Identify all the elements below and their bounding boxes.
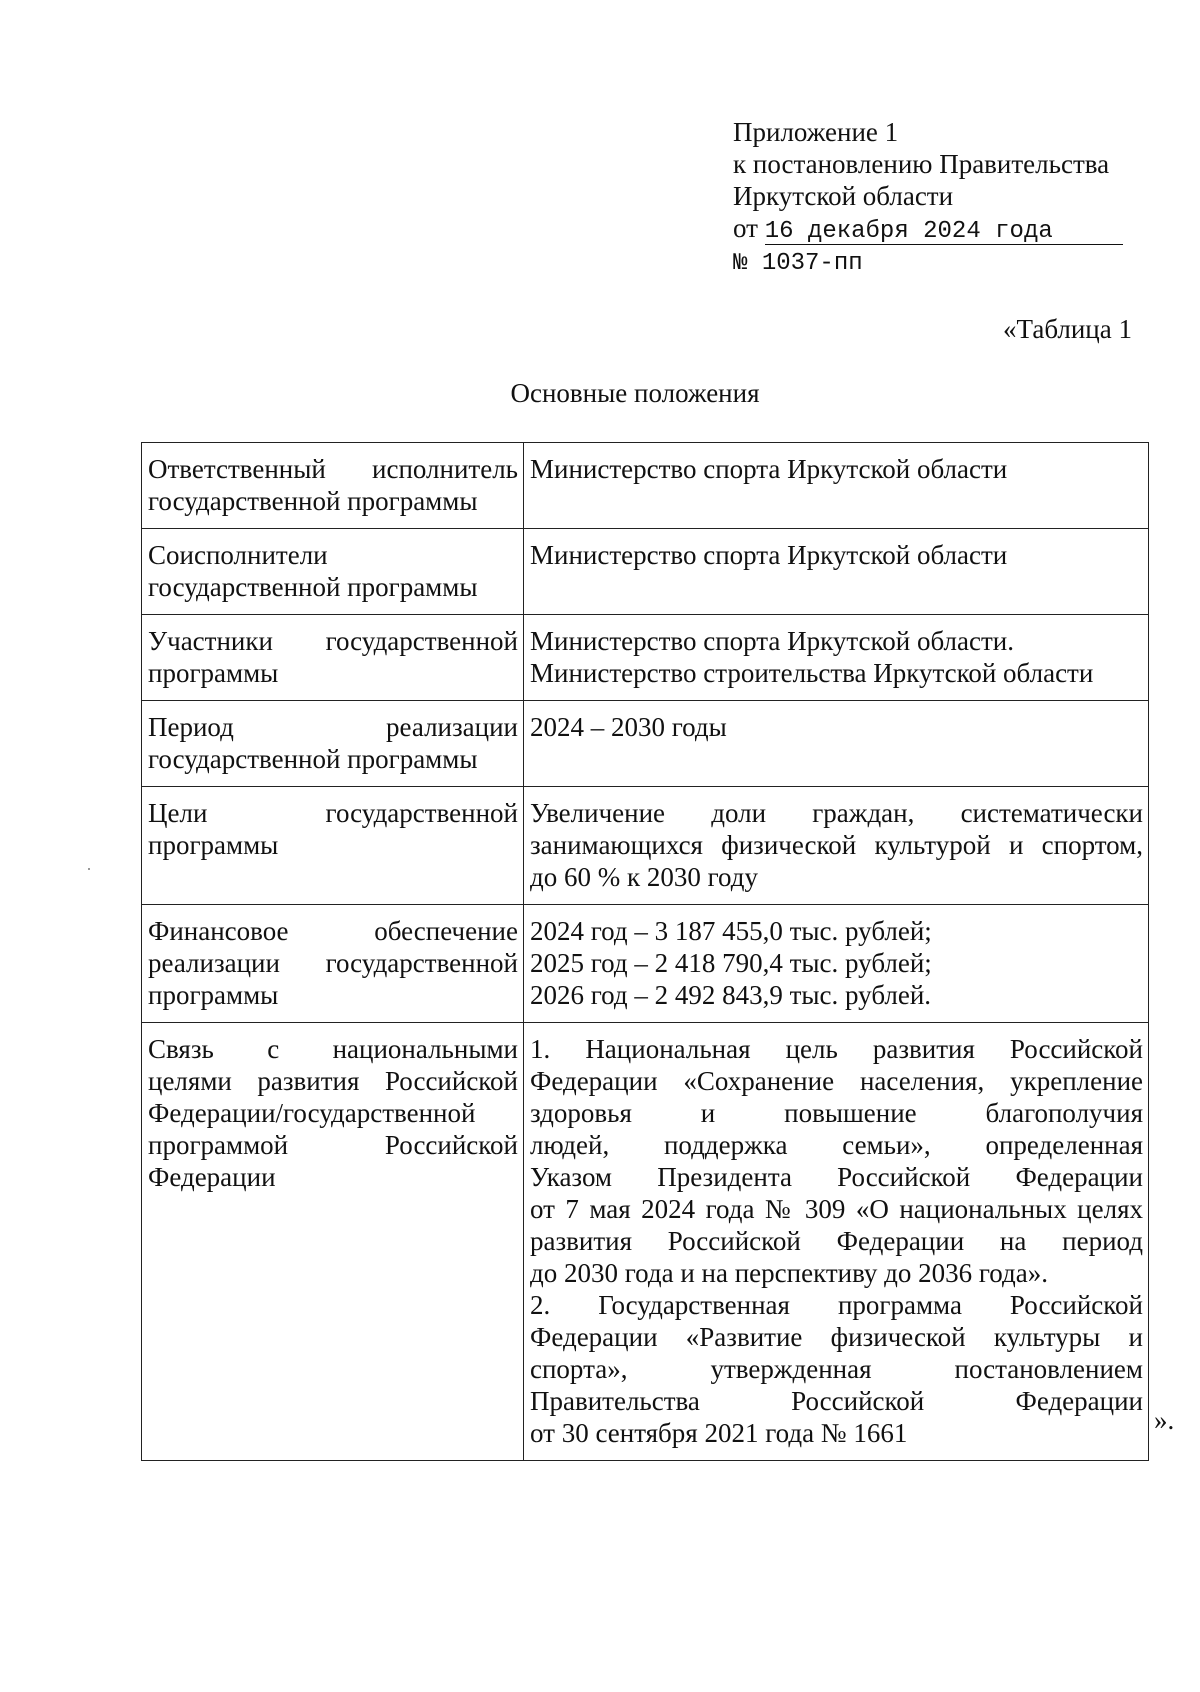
row-label-line: целями развития Российской [148,1066,518,1096]
row-value-line: Увеличение доли граждан, систематически [530,798,1143,828]
document-title: Основные положения [510,378,760,408]
row-value-line: 2024 год – 3 187 455,0 тыс. рублей; [530,916,932,946]
row-value-line: Министерство спорта Иркутской области [530,540,1008,570]
row-value-cell [524,1023,1149,1461]
number-prefix: № [733,250,748,277]
date-prefix: от [733,213,758,243]
appendix-region: Иркутской области [733,181,954,211]
row-label-line: программой Российской [148,1130,518,1160]
appendix-reference: к постановлению Правительства [733,149,1110,179]
row-label-line: Участники государственной [148,626,518,656]
row-value-line: от 30 сентября 2021 года № 1661 [530,1418,908,1448]
date-underline [765,244,1123,245]
row-label-cell [142,787,524,905]
row-value-line: 2025 год – 2 418 790,4 тыс. рублей; [530,948,932,978]
number-value: 1037-пп [761,250,863,277]
row-value-line: занимающихся физической культурой и спортом, [530,830,1143,860]
row-label-line: программы [148,658,279,688]
row-label-line: программы [148,980,279,1010]
row-label-line: Федерации [148,1162,276,1192]
row-value-cell [524,615,1149,701]
row-value-line: Министерство строительства Иркутской области [530,658,1094,688]
row-label-line: Ответственный исполнитель [148,454,518,484]
row-label-line: Соисполнители [148,540,328,570]
row-value-line: здоровья и повышение благополучия [530,1098,1143,1128]
row-label-cell [142,443,524,529]
row-label-line: государственной программы [148,572,478,602]
row-value-line: от 7 мая 2024 года № 309 «О национальных целях [530,1194,1143,1224]
scan-speck [88,868,90,870]
main-provisions-table [141,442,1149,1461]
row-label-line: реализации государственной [148,948,518,978]
row-value-line: Указом Президента Российской Федерации [530,1162,1143,1192]
row-label-cell [142,615,524,701]
row-label-cell [142,529,524,615]
date-value: 16 декабря 2024 года [764,218,1053,245]
closing-quote: ». [1154,1405,1175,1435]
row-value-cell [524,787,1149,905]
row-label-line: государственной программы [148,744,478,774]
row-label-line: программы [148,830,279,860]
row-label-cell [142,1023,524,1461]
row-value-line: до 60 % к 2030 году [530,862,758,892]
row-value-line: 1. Национальная цель развития Российской [530,1034,1143,1064]
row-value-line: развития Российской Федерации на период [530,1226,1143,1256]
appendix-header [733,116,1123,280]
row-value-line: Министерство спорта Иркутской области. [530,626,1014,656]
appendix-date-row [733,212,1123,248]
row-value-cell [524,443,1149,529]
row-value-line: людей, поддержка семьи», определенная [530,1130,1143,1160]
row-label-cell [142,905,524,1023]
row-value-cell [524,529,1149,615]
row-label-line: Связь с национальными [148,1034,518,1064]
row-label-line: Федерации/государственной [148,1098,476,1128]
table-row [142,529,1149,615]
table-body [142,443,1149,1461]
table-row [142,443,1149,529]
row-value-cell [524,701,1149,787]
row-value-cell [524,905,1149,1023]
row-value-line: 2026 год – 2 492 843,9 тыс. рублей. [530,980,932,1010]
table-row [142,905,1149,1023]
row-value-line: спорта», утвержденная постановлением [530,1354,1143,1384]
table-row [142,701,1149,787]
row-label-line: Финансовое обеспечение [148,916,518,946]
row-value-line: Министерство спорта Иркутской области [530,454,1008,484]
row-value-line: Федерации «Сохранение населения, укрепление [530,1066,1143,1096]
table-label: «Таблица 1 [1003,314,1132,344]
table-row [142,787,1149,905]
table-row [142,1023,1149,1461]
row-value-line: 2. Государственная программа Российской [530,1290,1143,1320]
row-label-line: Период реализации [148,712,518,742]
appendix-title: Приложение 1 [733,117,899,147]
row-value-line: до 2030 года и на перспективу до 2036 года». [530,1258,1048,1288]
row-label-cell [142,701,524,787]
row-value-line: Федерации «Развитие физической культуры и [530,1322,1143,1352]
row-label-line: Цели государственной [148,798,518,828]
row-label-line: государственной программы [148,486,478,516]
appendix-number-row [733,248,1123,280]
row-value-line: Правительства Российской Федерации [530,1386,1143,1416]
row-value-line: 2024 – 2030 годы [530,712,727,742]
table-row [142,615,1149,701]
